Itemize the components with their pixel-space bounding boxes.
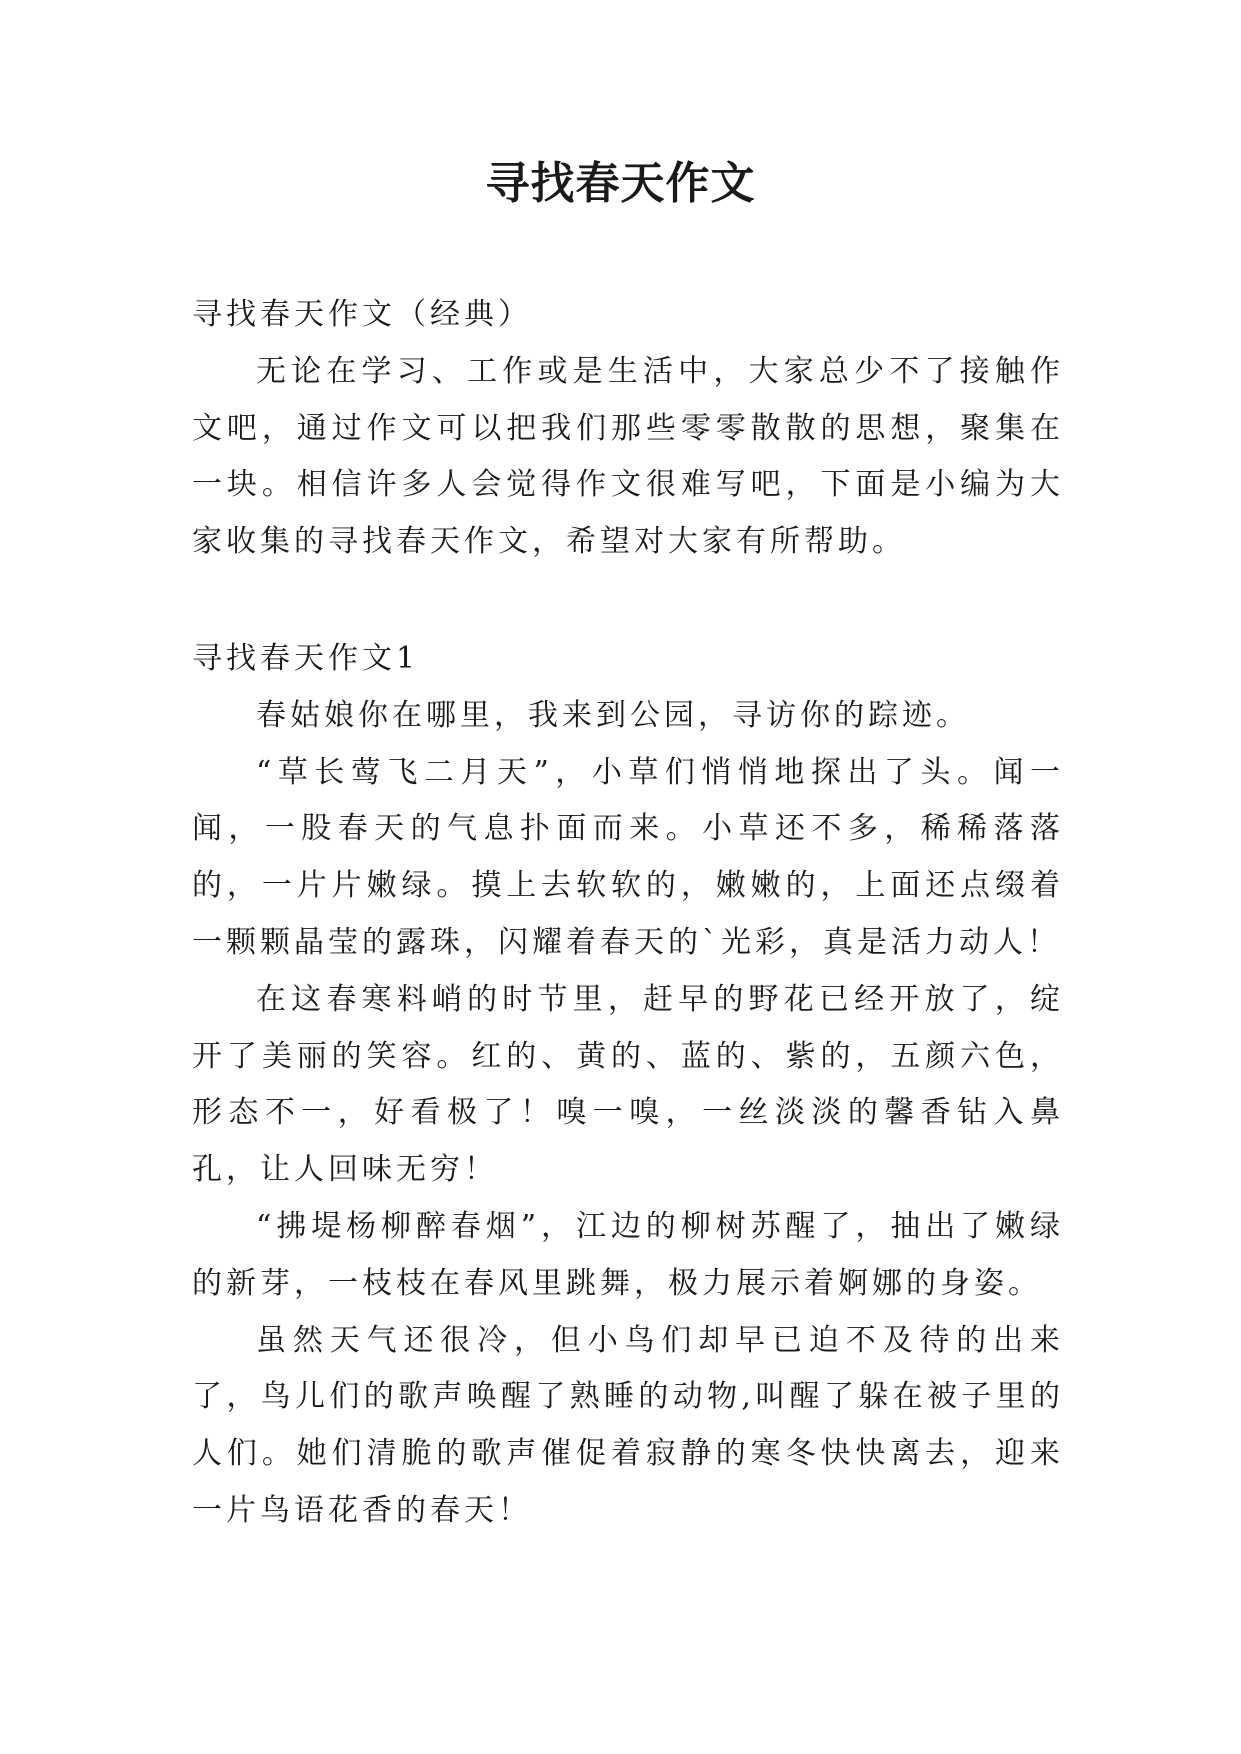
document-body xyxy=(192,287,1064,1540)
document-subtitle: 寻找春天作文（经典） xyxy=(192,297,532,332)
body-paragraph: 春姑娘你在哪里，我来到公园，寻访你的踪迹。 xyxy=(256,697,970,733)
section-heading: 寻找春天作文1 xyxy=(192,640,420,676)
body-paragraph: 在这春寒料峭的时节里，赶早的野花已经开放了，绽开了美丽的笑容。红的、黄的、蓝的、紫的，五颜六色，形态不一，好看极了！嗅一嗅，一丝淡淡的馨香钻入鼻孔，让人回味无穷！ xyxy=(192,981,1064,1188)
document-title: 寻找春天作文 xyxy=(485,158,756,209)
body-paragraph: 虽然天气还很冷，但小鸟们却早已迫不及待的出来了，鸟儿们的歌声唤醒了熟睡的动物,叫醒了躲在被子里的人们。她们清脆的歌声催促着寂静的寒冬快快离去，迎来一片鸟语花香的春天！ xyxy=(192,1322,1064,1528)
intro-paragraph: 无论在学习、工作或是生活中，大家总少不了接触作文吧，通过作文可以把我们那些零零散散的思想，聚集在一块。相信许多人会觉得作文很难写吧，下面是小编为大家收集的寻找春天作文，希望对大家有所帮助。 xyxy=(192,353,1064,560)
body-paragraph: “拂堤杨柳醉春烟”，江边的柳树苏醒了，抽出了嫩绿的新芽，一枝枝在春风里跳舞，极力展示着婀娜的身姿。 xyxy=(192,1208,1064,1301)
body-paragraph: “草长莺飞二月天”，小草们悄悄地探出了头。闻一闻，一股春天的气息扑面而来。小草还不多，稀稀落落的，一片片嫩绿。摸上去软软的，嫩嫩的，上面还点缀着一颗颗晶莹的露珠，闪耀着春天的`光彩，真是活力动人！ xyxy=(192,754,1064,960)
